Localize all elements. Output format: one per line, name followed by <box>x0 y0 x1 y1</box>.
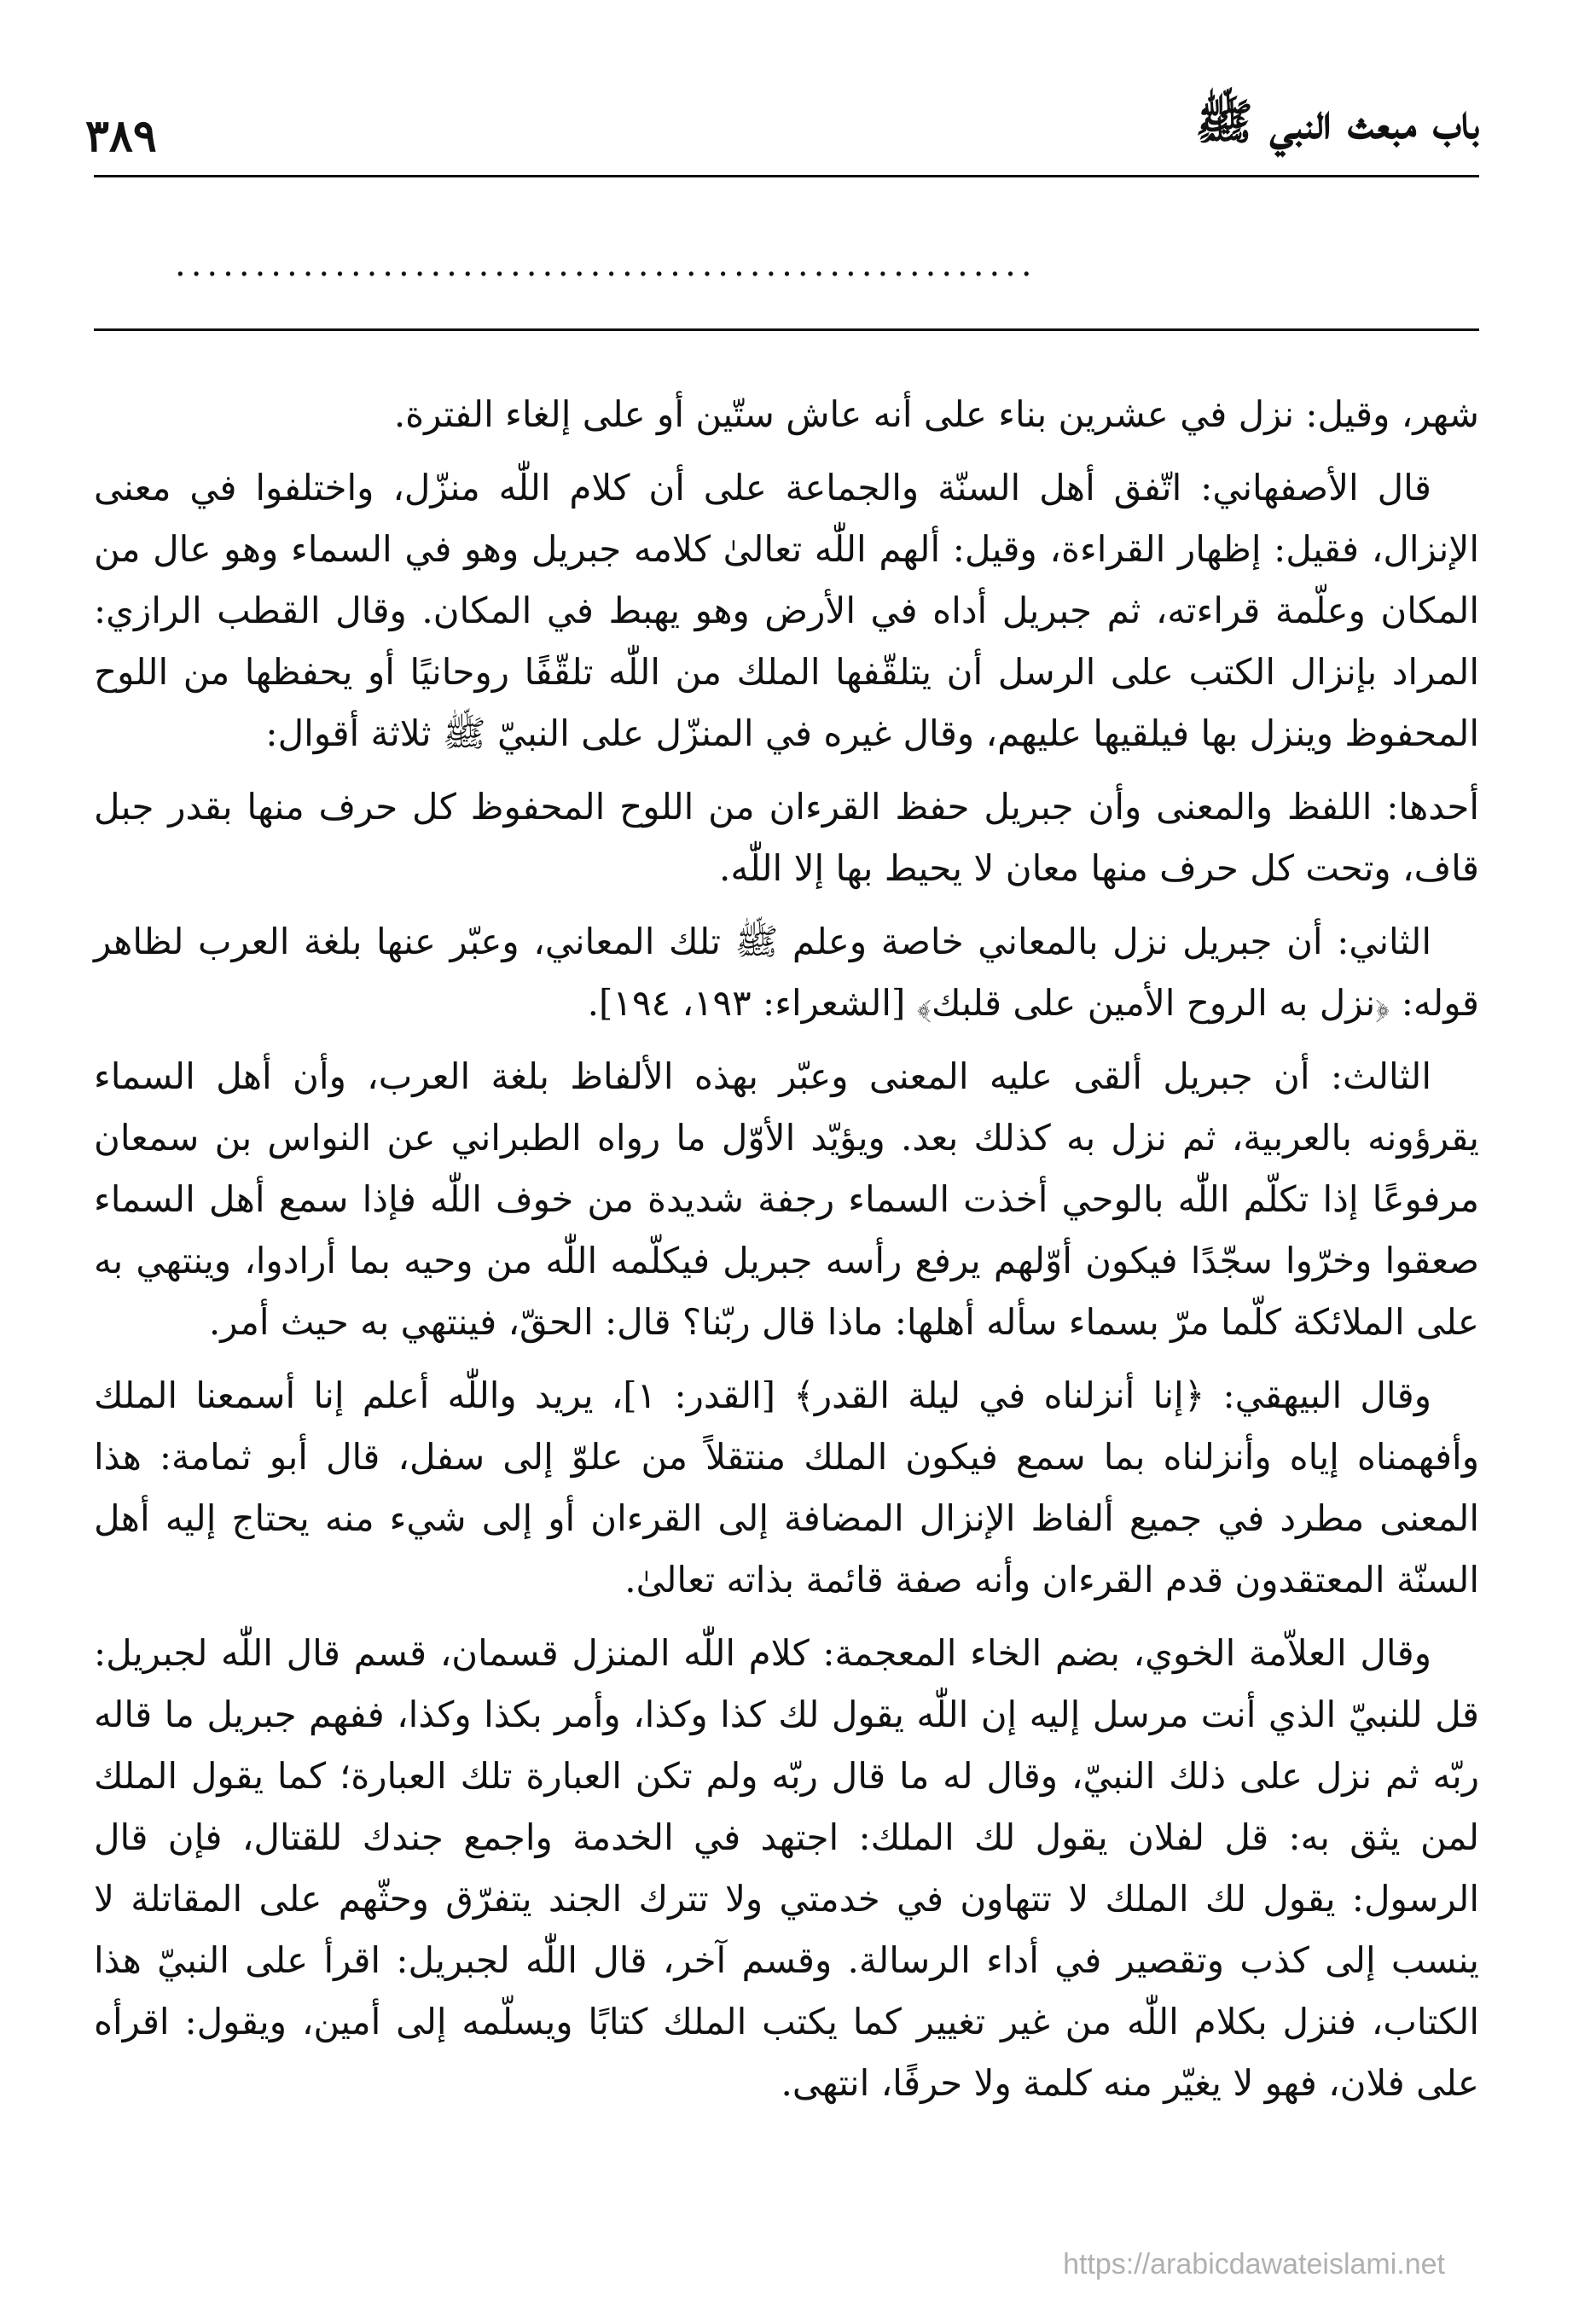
paragraph: وقال البيهقي: ﴿إنا أنزلناه في ليلة القدر﴾ [القدر: ١]، يريد واللّٰه أعلم إنا أسمعنا الملك وأفهمناه إياه وأنزلناه بما سمع فيكون الملك منتقلاً من علوّ إلى سفل، قال أبو ثمامة: هذا المعنى مطرد في جميع ألفاظ الإنزال المضافة إلى القرءان أو إلى شيء منه يحتاج إليه أهل السنّة المعتقدون قدم القرءان وأنه صفة قائمة بذاته تعالىٰ. <box>94 1374 1479 1601</box>
body-text <box>94 384 1479 2126</box>
paragraph: أحدها: اللفظ والمعنى وأن جبريل حفظ القرءان من اللوح المحفوظ كل حرف منها بقدر جبل قاف، وتحت كل حرف منها معان لا يحيط بها إلا اللّٰه. <box>94 786 1479 889</box>
header-divider <box>94 175 1479 177</box>
page-header <box>85 94 1479 162</box>
watermark-url: https://arabicdawateislami.net <box>1063 2248 1445 2280</box>
paragraph: الثاني: أن جبريل نزل بالمعاني خاصة وعلم ﷺ تلك المعاني، وعبّر عنها بلغة العرب لظاهر قوله: ﴿نزل به الروح الأمين على قلبك﴾ [الشعراء: ١٩٣، ١٩٤]. <box>94 921 1479 1024</box>
running-title: باب مبعث النبي ﷺ <box>1195 94 1479 150</box>
separator-dots: ...................................................... <box>175 245 1037 284</box>
paragraph: وقال العلاّمة الخوي، بضم الخاء المعجمة: كلام اللّٰه المنزل قسمان، قسم قال اللّٰه لجبريل: قل للنبيّ الذي أنت مرسل إليه إن اللّٰه يقول لك كذا وكذا، وأمر بكذا وكذا، ففهم جبريل ما قاله ربّه ثم نزل على ذلك النبيّ، وقال له ما قال ربّه ولم تكن العبارة تلك العبارة؛ كما يقول الملك لمن يثق به: قل لفلان يقول لك الملك: اجتهد في الخدمة واجمع جندك للقتال، فإن قال الرسول: يقول لك الملك لا تتهاون في خدمتي ولا تترك الجند يتفرّق وحثّهم على المقاتلة لا ينسب إلى كذب وتقصير في أداء الرسالة. وقسم آخر، قال اللّٰه لجبريل: اقرأ على النبيّ هذا الكتاب، فنزل بكلام اللّٰه من غير تغيير كما يكتب الملك كتابًا ويسلّمه إلى أمين، ويقول: اقرأه على فلان، فهو لا يغيّر منه كلمة ولا حرفًا، انتهى. <box>94 1632 1479 2104</box>
paragraph: قال الأصفهاني: اتّفق أهل السنّة والجماعة على أن كلام اللّٰه منزّل، واختلفوا في معنى الإنزال، فقيل: إظهار القراءة، وقيل: ألهم اللّٰه تعالىٰ كلامه جبريل وهو في السماء وهو عال من المكان وعلّمة قراءته، ثم جبريل أداه في الأرض وهو يهبط في المكان. وقال القطب الرازي: المراد بإنزال الكتب على الرسل أن يتلقّفها الملك من اللّٰه تلقّفًا روحانيًا أو يحفظها من اللوح المحفوظ وينزل بها فيلقيها عليهم، وقال غيره في المنزّل على النبيّ ﷺ ثلاثة أقوال: <box>94 467 1479 754</box>
section-divider <box>94 328 1479 331</box>
paragraph: شهر، وقيل: نزل في عشرين بناء على أنه عاش ستّين أو على إلغاء الفترة. <box>393 393 1479 435</box>
page-number: ٣٨٩ <box>85 110 157 162</box>
paragraph: الثالث: أن جبريل ألقى عليه المعنى وعبّر بهذه الألفاظ بلغة العرب، وأن أهل السماء يقرؤونه بالعربية، ثم نزل به كذلك بعد. ويؤيّد الأوّل ما رواه الطبراني عن النواس بن سمعان مرفوعًا إذا تكلّم اللّٰه بالوحي أخذت السماء رجفة شديدة من خوف اللّٰه فإذا سمع أهل السماء صعقوا وخرّوا سجّدًا فيكون أوّلهم يرفع رأسه جبريل فيكلّمه اللّٰه من وحيه بما أرادوا، وينتهي به على الملائكة كلّما مرّ بسماء سأله أهلها: ماذا قال ربّنا؟ قال: الحقّ، فينتهي به حيث أمر. <box>94 1055 1479 1343</box>
